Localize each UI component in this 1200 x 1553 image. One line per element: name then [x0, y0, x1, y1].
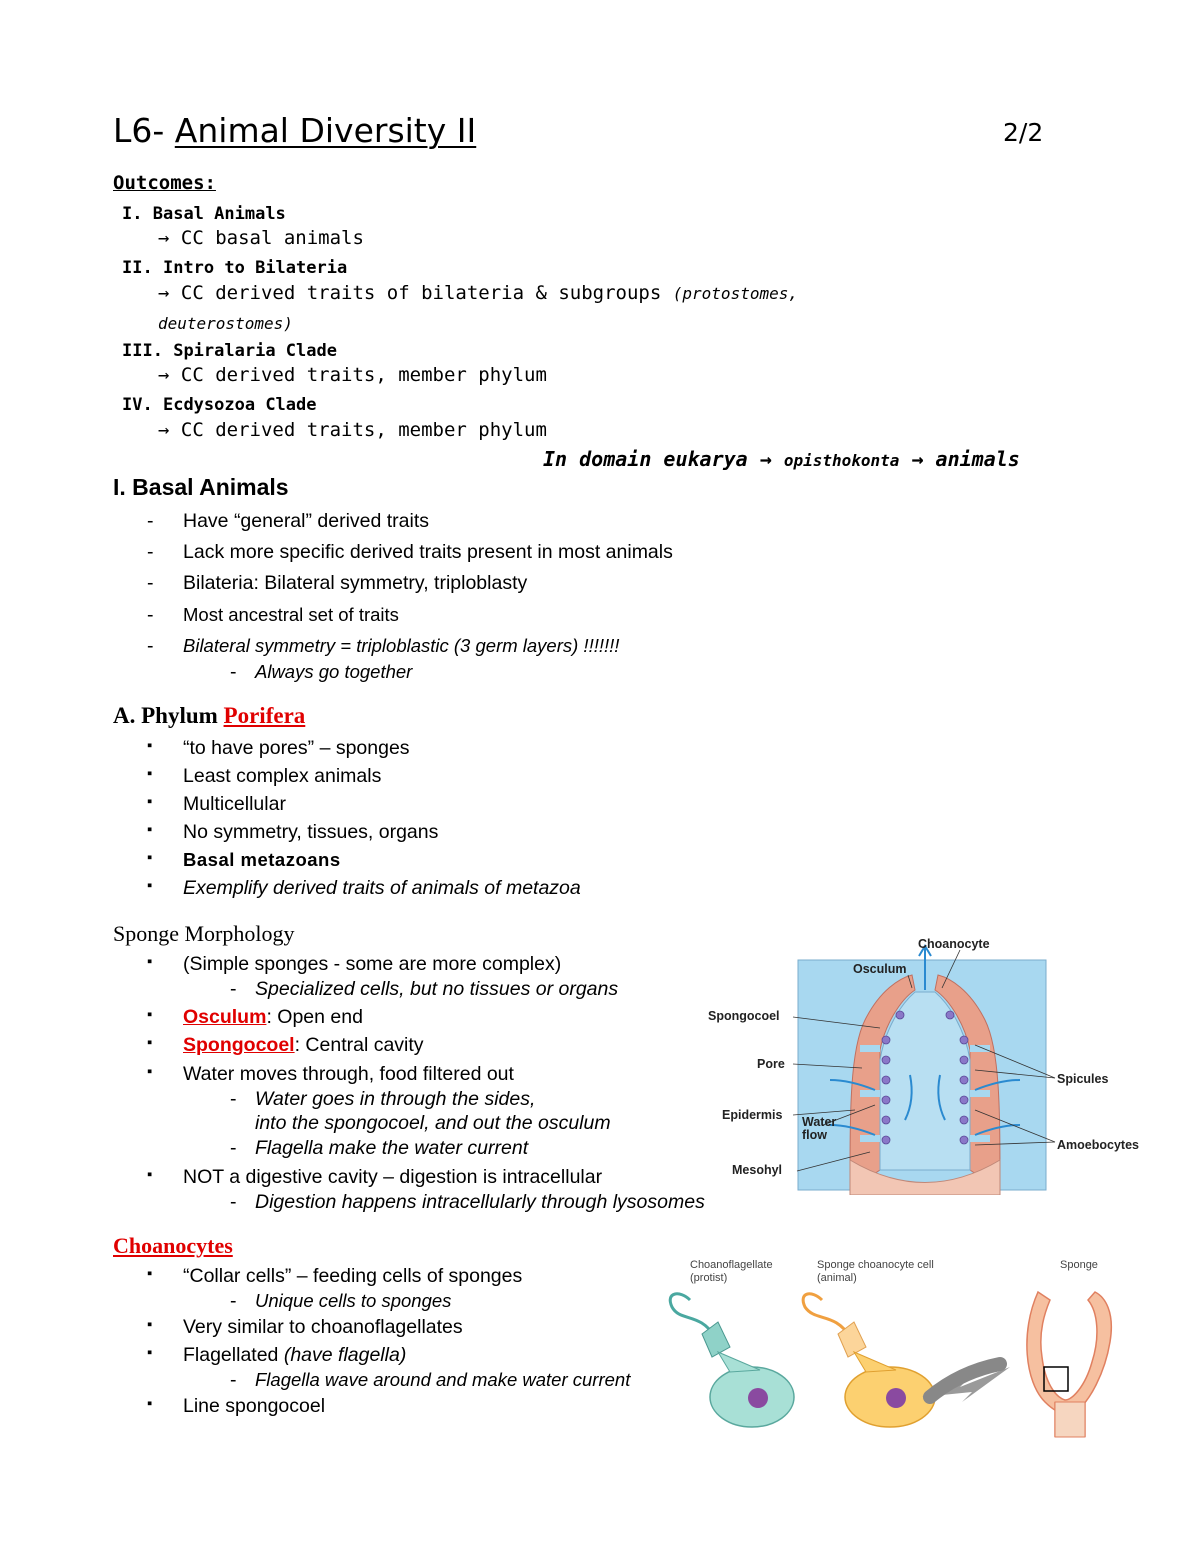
- outcome-2-title: II. Intro to Bilateria: [122, 258, 348, 278]
- dash-marker: -: [147, 572, 154, 594]
- choano-sub-3: Flagella wave around and make water current: [255, 1369, 631, 1390]
- dash-marker: -: [147, 604, 154, 626]
- domain-line: In domain eukarya → opisthokonta → animals: [543, 447, 1020, 471]
- outcome-4-text: → CC derived traits, member phylum: [158, 419, 547, 441]
- sponge-choanocyte-cell: [803, 1294, 935, 1427]
- choano-bullet-3: Flagellated (have flagella): [183, 1344, 407, 1366]
- title-prefix: L6-: [113, 111, 175, 150]
- label-protist: (protist): [690, 1272, 728, 1284]
- label-epidermis: Epidermis: [722, 1108, 783, 1122]
- choanocytes-heading: Choanocytes: [113, 1233, 233, 1258]
- label-sponge-choanocyte: Sponge choanocyte cell: [817, 1259, 934, 1271]
- outcome-3-title: III. Spiralaria Clade: [122, 341, 337, 361]
- dash-marker: -: [230, 1088, 237, 1110]
- choano-sub-1: Unique cells to sponges: [255, 1290, 452, 1311]
- sponge-vessel: [1027, 1292, 1111, 1437]
- sponge-anatomy-figure: [700, 930, 1160, 1195]
- label-osculum: Osculum: [853, 962, 907, 976]
- page-title: [113, 110, 476, 152]
- bullet-marker: ▪: [147, 765, 153, 782]
- choano-bullet-2: Very similar to choanoflagellates: [183, 1316, 463, 1338]
- bullet-marker: ▪: [147, 877, 153, 894]
- choano-bullet-1: “Collar cells” – feeding cells of sponges: [183, 1265, 523, 1287]
- basal-bullet-4: Most ancestral set of traits: [183, 604, 399, 625]
- morphology-heading: Sponge Morphology: [113, 921, 295, 946]
- morph-sub-4a: Water goes in through the sides,: [255, 1088, 536, 1110]
- spongocoel-term: Spongocoel: [183, 1034, 295, 1056]
- dash-marker: -: [230, 978, 237, 1000]
- bullet-marker: ▪: [147, 821, 153, 838]
- dash-marker: -: [230, 1137, 237, 1159]
- bullet-marker: ▪: [147, 1166, 153, 1183]
- bullet-marker: ▪: [147, 953, 153, 970]
- label-choanocyte: Choanocyte: [918, 937, 990, 951]
- choanocyte-comparison-figure: [660, 1252, 1140, 1442]
- outcome-4-title: IV. Ecdysozoa Clade: [122, 395, 317, 415]
- basal-bullet-3: Bilateria: Bilateral symmetry, triploblasty: [183, 572, 528, 594]
- basal-bullet-1: Have “general” derived traits: [183, 510, 430, 532]
- porifera-bullet-5: Basal metazoans: [183, 849, 341, 870]
- morph-sub-4c: Flagella make the water current: [255, 1137, 529, 1159]
- morph-sub-4b: into the spongocoel, and out the osculum: [255, 1112, 611, 1134]
- bullet-marker: ▪: [147, 1006, 153, 1023]
- title-text: Animal Diversity II: [174, 111, 477, 150]
- morph-bullet-1: (Simple sponges - some are more complex): [183, 953, 562, 975]
- dash-marker: -: [147, 541, 154, 563]
- label-spicules: Spicules: [1057, 1072, 1109, 1086]
- outcome-1-text: → CC basal animals: [158, 227, 364, 249]
- porifera-heading: A. Phylum Porifera: [113, 703, 306, 728]
- bullet-marker: ▪: [147, 1316, 153, 1333]
- dash-marker: -: [230, 661, 237, 683]
- outcome-1-title: I. Basal Animals: [122, 204, 286, 224]
- label-flow: flow: [802, 1128, 827, 1142]
- basal-animals-heading: I. Basal Animals: [113, 474, 289, 500]
- porifera-bullet-1: “to have pores” – sponges: [183, 737, 410, 759]
- osculum-term: Osculum: [183, 1006, 267, 1028]
- dash-marker: -: [230, 1369, 237, 1391]
- bullet-marker: ▪: [147, 1344, 153, 1361]
- outcome-3-text: → CC derived traits, member phylum: [158, 364, 547, 386]
- basal-sub-bullet: Always go together: [255, 661, 413, 682]
- basal-bullet-2: Lack more specific derived traits present in most animals: [183, 541, 673, 563]
- bullet-marker: ▪: [147, 793, 153, 810]
- morph-bullet-5: NOT a digestive cavity – digestion is intracellular: [183, 1166, 603, 1188]
- bullet-marker: ▪: [147, 1265, 153, 1282]
- morph-bullet-osculum: Osculum: Open end: [183, 1006, 363, 1028]
- label-animal: (animal): [817, 1272, 857, 1284]
- porifera-bullet-3: Multicellular: [183, 793, 286, 815]
- choanoflagellate-cell: [670, 1294, 794, 1427]
- bullet-marker: ▪: [147, 1395, 153, 1412]
- morph-bullet-4: Water moves through, food filtered out: [183, 1063, 514, 1085]
- dash-marker: -: [147, 635, 154, 657]
- label-choanoflagellate: Choanoflagellate: [690, 1259, 773, 1271]
- bullet-marker: ▪: [147, 1034, 153, 1051]
- outcome-2-text: → CC derived traits of bilateria & subgroups (protostomes,: [158, 282, 798, 304]
- porifera-bullet-4: No symmetry, tissues, organs: [183, 821, 439, 843]
- dash-marker: -: [147, 510, 154, 532]
- porifera-bullet-6: Exemplify derived traits of animals of metazoa: [183, 877, 581, 899]
- label-pore: Pore: [757, 1057, 785, 1071]
- basal-bullet-5: Bilateral symmetry = triploblastic (3 germ layers) !!!!!!!: [183, 635, 620, 656]
- bullet-marker: ▪: [147, 737, 153, 754]
- label-mesohyl: Mesohyl: [732, 1163, 783, 1177]
- morph-sub-5: Digestion happens intracellularly through lysosomes: [255, 1191, 705, 1213]
- page-number: 2/2: [1003, 118, 1044, 147]
- label-water: Water: [802, 1115, 837, 1129]
- outcomes-heading: Outcomes:: [113, 172, 216, 194]
- choano-bullet-4: Line spongocoel: [183, 1395, 326, 1417]
- porifera-bullet-2: Least complex animals: [183, 765, 382, 787]
- label-spongocoel: Spongocoel: [708, 1009, 780, 1023]
- morph-sub-1: Specialized cells, but no tissues or organs: [255, 978, 619, 1000]
- label-sponge: Sponge: [1060, 1259, 1098, 1271]
- label-amoebocytes: Amoebocytes: [1057, 1138, 1139, 1152]
- dash-marker: -: [230, 1290, 237, 1312]
- bullet-marker: ▪: [147, 849, 153, 866]
- outcome-2-text-cont: deuterostomes): [158, 314, 293, 333]
- morph-bullet-spongocoel: Spongocoel: Central cavity: [183, 1034, 424, 1056]
- dash-marker: -: [230, 1191, 237, 1213]
- bullet-marker: ▪: [147, 1063, 153, 1080]
- porifera-term: Porifera: [223, 703, 306, 728]
